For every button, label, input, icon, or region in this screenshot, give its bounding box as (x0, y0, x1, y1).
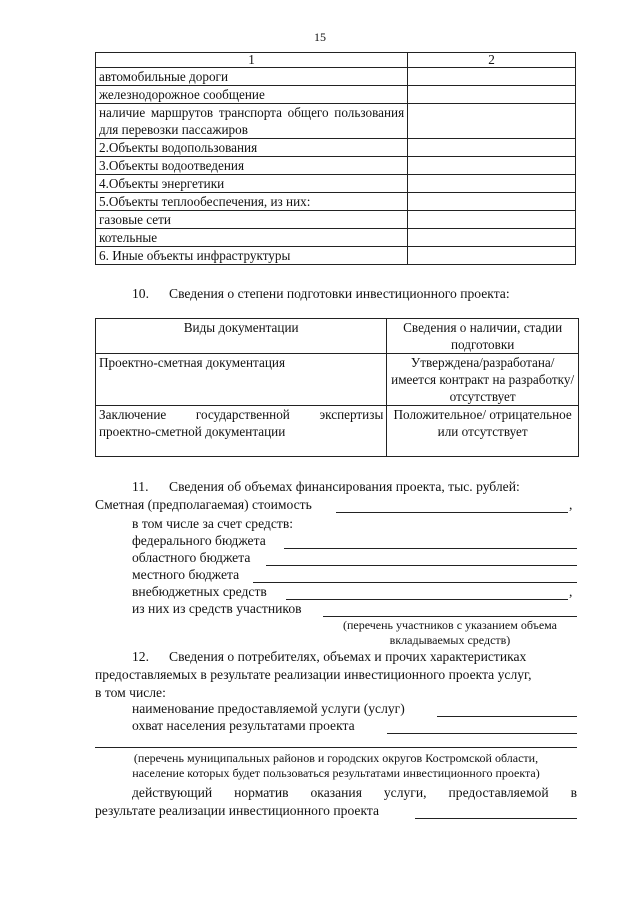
row-label: котельные (96, 229, 408, 247)
table-row (96, 175, 576, 193)
row-value: Положительное/ отрицательное или отсутствует (387, 406, 579, 457)
table-row (96, 68, 576, 86)
row-label: газовые сети (96, 211, 408, 229)
coverage-label: охват населения результатами проекта (132, 718, 355, 733)
row-label: 3.Объекты водоотведения (96, 157, 408, 175)
regional-budget-field[interactable] (266, 565, 577, 566)
row-value-cell (408, 104, 576, 139)
table-row (96, 406, 579, 457)
row-value-cell (408, 193, 576, 211)
table-row (96, 211, 576, 229)
section-11-title: Сведения об объемах финансирования проекта, тыс. рублей: (169, 479, 520, 494)
participants-label: из них из средств участников (132, 601, 302, 616)
participants-note: (перечень участников с указанием объема вкладываемых средств) (343, 618, 557, 647)
districts-note-line1: (перечень муниципальных районов и городских округов Костромской области, (133, 751, 539, 765)
table-row (96, 139, 576, 157)
row-label: 5.Объекты теплообеспечения, из них: (96, 193, 408, 211)
section-11-number: 11. (132, 479, 149, 494)
districts-note-line2: население которых будет пользоваться результатами инвестиционного проекта) (132, 766, 540, 780)
table-row (96, 247, 576, 265)
row-label: автомобильные дороги (96, 68, 408, 86)
local-budget-field[interactable] (253, 582, 577, 583)
districts-list-field[interactable] (95, 747, 577, 748)
table-row (96, 229, 576, 247)
federal-budget-label: федерального бюджета (132, 533, 266, 548)
row-label: 2.Объекты водопользования (96, 139, 408, 157)
column-header-status: Сведения о наличии, стадии подготовки (387, 319, 579, 354)
table-header-row (96, 53, 576, 68)
table-row (96, 104, 576, 139)
column-header-documentation: Виды документации (96, 319, 387, 354)
norm-field[interactable] (415, 818, 577, 819)
row-value-cell (408, 139, 576, 157)
table-header-row (96, 319, 579, 354)
documentation-table (95, 318, 579, 457)
section-12-title-line3: в том числе: (95, 685, 166, 700)
row-value-cell (408, 157, 576, 175)
section-12-number: 12. (132, 649, 149, 664)
row-value-cell (408, 68, 576, 86)
estimated-cost-label: Сметная (предполагаемая) стоимость (95, 497, 312, 512)
table-row (96, 354, 579, 406)
row-value-cell (408, 229, 576, 247)
local-budget-label: местного бюджета (132, 567, 240, 582)
norm-line1: действующий норматив оказания услуги, предоставляемой в (132, 785, 577, 800)
page-number: 15 (314, 30, 326, 44)
row-label: Проектно-сметная документация (96, 354, 387, 406)
extrabudget-field[interactable] (286, 599, 568, 600)
column-header-1: 1 (96, 53, 408, 68)
service-name-field[interactable] (437, 716, 577, 717)
row-value-cell (408, 86, 576, 104)
regional-budget-label: областного бюджета (132, 550, 251, 565)
participants-field[interactable] (323, 616, 577, 617)
row-value-cell (408, 211, 576, 229)
row-label: наличие маршрутов транспорта общего пользования для перевозки пассажиров (96, 104, 408, 139)
coverage-field[interactable] (387, 733, 577, 734)
federal-budget-field[interactable] (284, 548, 577, 549)
service-name-label: наименование предоставляемой услуги (услуг) (132, 701, 405, 716)
column-header-2: 2 (408, 53, 576, 68)
table-row (96, 157, 576, 175)
table-row (96, 193, 576, 211)
row-label: 6. Иные объекты инфраструктуры (96, 247, 408, 265)
extrabudget-label: внебюджетных средств (132, 584, 267, 599)
row-value-cell (408, 247, 576, 265)
row-label: железнодорожное сообщение (96, 86, 408, 104)
section-12-title-line1: Сведения о потребителях, объемах и прочих характеристиках (169, 649, 527, 664)
row-label: Заключение государственной экспертизы проектно-сметной документации (96, 406, 387, 457)
table-row (96, 86, 576, 104)
row-value-cell (408, 175, 576, 193)
row-value: Утверждена/разработана/ имеется контракт на разработку/ отсутствует (387, 354, 579, 406)
estimated-cost-field[interactable] (336, 512, 568, 513)
infrastructure-table (95, 52, 576, 265)
including-label: в том числе за счет средств: (132, 516, 294, 531)
section-12-title-line2: предоставляемых в результате реализации инвестиционного проекта услуг, (95, 667, 532, 682)
section-10-number: 10. (132, 286, 149, 301)
section-10-title: Сведения о степени подготовки инвестиционного проекта: (169, 286, 510, 301)
row-label: 4.Объекты энергетики (96, 175, 408, 193)
norm-line2: результате реализации инвестиционного проекта (95, 803, 380, 818)
